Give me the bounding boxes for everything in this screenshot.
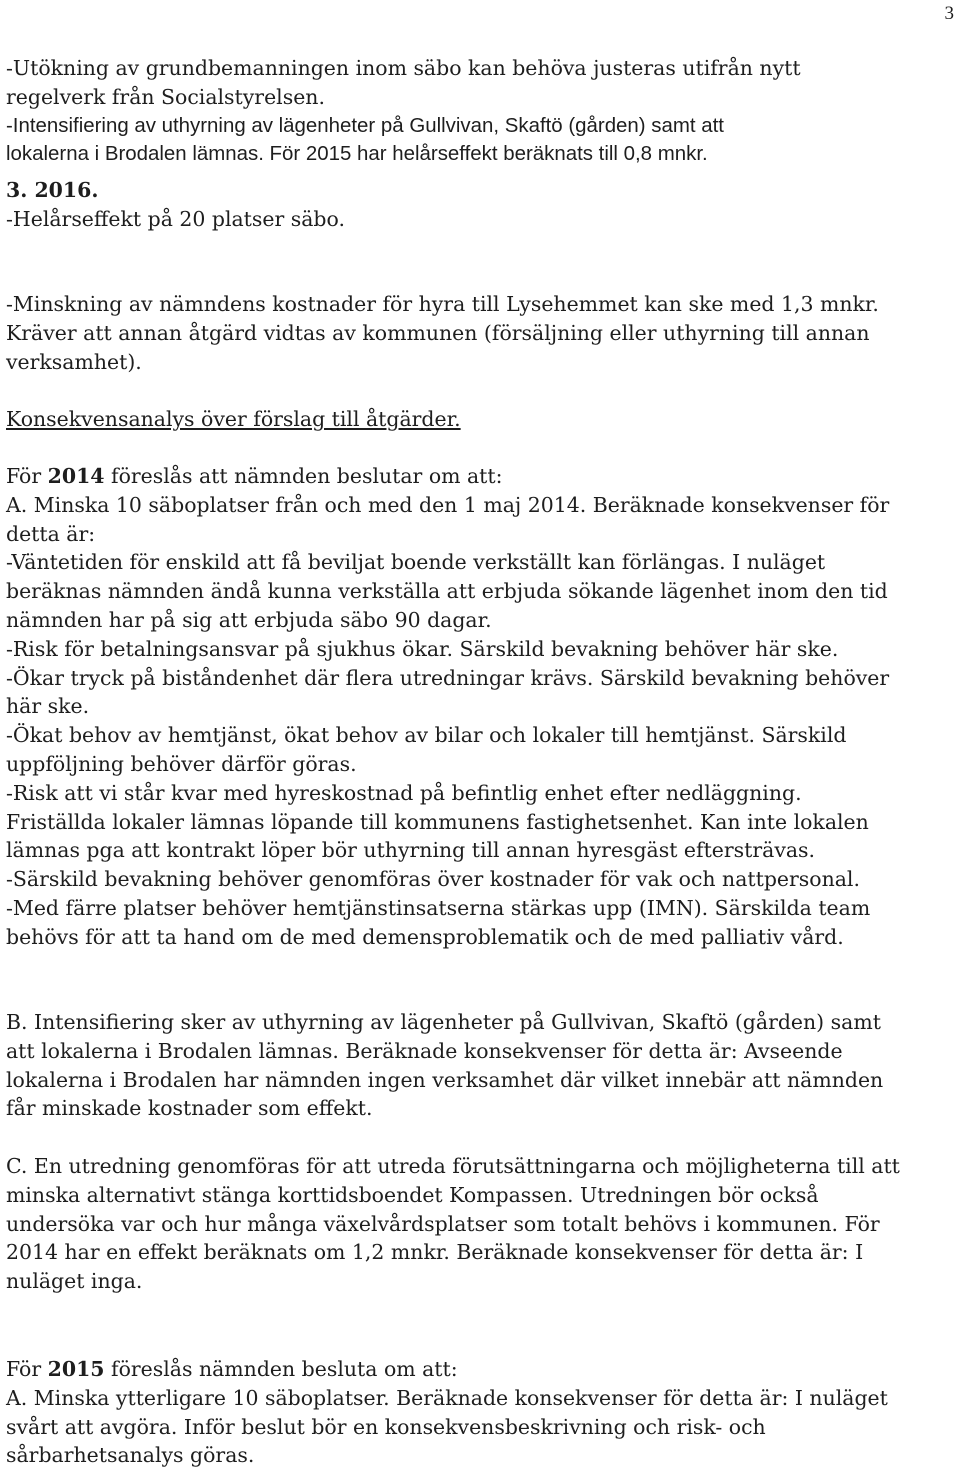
section-2015: [6, 1355, 960, 1470]
text-line: detta är:: [6, 521, 96, 546]
text-line: -Ökar tryck på biståndenhet där flera utredningar krävs. Särskild bevakning behöver: [6, 665, 890, 690]
text-line: nämnden har på sig att erbjuda säbo 90 dagar.: [6, 607, 492, 632]
year-2014: 2014: [47, 464, 105, 488]
text-line: -Särskild bevakning behöver genomföras över kostnader för vak och nattpersonal.: [6, 867, 860, 892]
text-line: beräknas nämnden ändå kunna verkställa att erbjuda sökande lägenhet inom den tid: [6, 579, 888, 604]
text-line: här ske.: [6, 694, 90, 719]
text-line: A. Minska 10 säboplatser från och med den 1 maj 2014. Beräknade konsekvenser för: [6, 492, 890, 517]
intro-line-2015: [6, 1355, 960, 1384]
text-line: -Risk för betalningsansvar på sjukhus ökar. Särskild bevakning behöver här ske.: [6, 636, 839, 661]
text-line: verksamhet).: [6, 349, 142, 374]
text-line: lokalerna i Brodalen har nämnden ingen verksamhet där vilket innebär att nämnden: [6, 1067, 884, 1092]
text-line: A. Minska ytterligare 10 säboplatser. Beräknade konsekvenser för detta är: I nuläget: [6, 1385, 888, 1410]
text-line: minska alternativt stänga korttidsboendet Kompassen. Utredningen bör också: [6, 1182, 819, 1207]
text-line: B. Intensifiering sker av uthyrning av lägenheter på Gullvivan, Skaftö (gården) samt: [6, 1010, 881, 1034]
text-line: Kräver att annan åtgärd vidtas av kommunen (försäljning eller uthyrning till annan: [6, 320, 870, 345]
text-line: 2014 har en effekt beräknats om 1,2 mnkr. Beräknade konsekvenser för detta är: I: [6, 1240, 864, 1265]
paragraph-c: [6, 1152, 960, 1296]
section-2016: [6, 176, 960, 234]
section-2014: [6, 462, 960, 952]
text-line: får minskade kostnader som effekt.: [6, 1096, 373, 1121]
section-heading: 3. 2016.: [6, 178, 99, 202]
text-line: behövs för att ta hand om de med demensproblematik och de med palliativ vård.: [6, 924, 844, 949]
intro-pre: För: [6, 464, 42, 488]
intro-line-2014: [6, 462, 960, 491]
text-line: regelverk från Socialstyrelsen.: [6, 84, 325, 109]
text-line: Friställda lokaler lämnas löpande till kommunens fastighetsenhet. Kan inte lokalen: [6, 809, 869, 834]
year-2015: 2015: [47, 1357, 105, 1381]
text-line: -Utökning av grundbemanningen inom säbo kan behöva justeras utifrån nytt: [6, 56, 801, 80]
text-line: -Helårseffekt på 20 platser säbo.: [6, 206, 345, 231]
analysis-heading-block: [6, 405, 960, 434]
text-line: C. En utredning genomföras för att utreda förutsättningarna och möjligheterna till att: [6, 1154, 900, 1178]
paragraph-lysehemmet: [6, 290, 960, 376]
page-number: 3: [944, 3, 954, 24]
text-line: -Ökat behov av hemtjänst, ökat behov av bilar och lokaler till hemtjänst. Särskild: [6, 723, 847, 748]
text-line: undersöka var och hur många växelvårdsplatser som totalt behövs i kommunen. För: [6, 1211, 880, 1236]
intro-pre: För: [6, 1357, 42, 1381]
text-line: -Med färre platser behöver hemtjänstinsatserna stärkas upp (IMN). Särskilda team: [6, 895, 871, 920]
text-line: nuläget inga.: [6, 1269, 143, 1294]
analysis-heading: Konsekvensanalys över förslag till åtgärder.: [6, 407, 461, 431]
text-line: sårbarhetsanalys göras.: [6, 1443, 255, 1468]
text-line: svårt att avgöra. Inför beslut bör en konsekvensbeskrivning och risk- och: [6, 1414, 766, 1439]
intro-post: föreslås nämnden besluta om att:: [111, 1357, 458, 1381]
paragraph-grundbemanning: [6, 54, 960, 169]
text-line: uppföljning behöver därför göras.: [6, 751, 357, 776]
text-line: -Väntetiden för enskild att få beviljat boende verkställt kan förlängas. I nuläget: [6, 550, 826, 575]
text-line: -Intensifiering av uthyrning av lägenheter på Gullvivan, Skaftö (gården) samt att: [6, 113, 724, 137]
paragraph-b: [6, 1008, 960, 1123]
text-line: -Risk att vi står kvar med hyreskostnad på befintlig enhet efter nedläggning.: [6, 780, 802, 805]
intro-post: föreslås att nämnden beslutar om att:: [111, 464, 503, 488]
text-line: -Minskning av nämndens kostnader för hyra till Lysehemmet kan ske med 1,3 mnkr.: [6, 292, 879, 316]
text-line: lämnas pga att kontrakt löper bör uthyrning till annan hyresgäst eftersträvas.: [6, 838, 816, 863]
text-line: att lokalerna i Brodalen lämnas. Beräknade konsekvenser för detta är: Avseende: [6, 1038, 843, 1063]
text-line: lokalerna i Brodalen lämnas. För 2015 har helårseffekt beräknats till 0,8 mnkr.: [6, 142, 708, 166]
